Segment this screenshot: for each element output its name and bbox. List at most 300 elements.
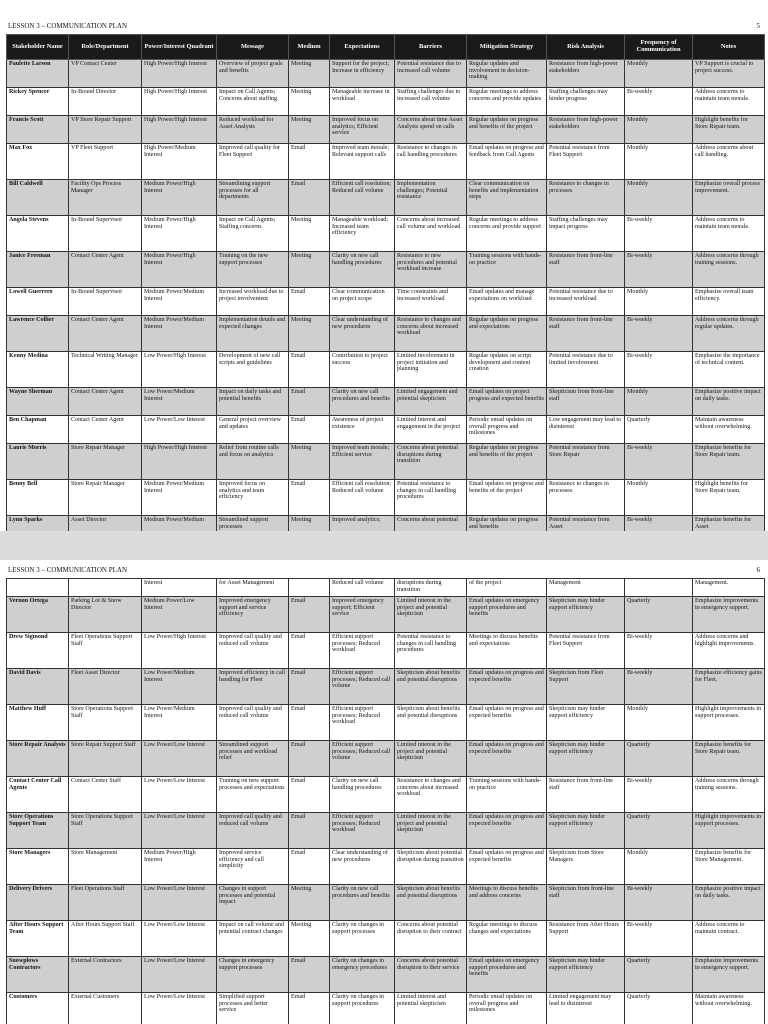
table-cell: Email [289, 993, 330, 1024]
table-cell: Efficient call resolution; Reduced call volume [330, 180, 395, 216]
table-cell: Email updates on progress and expected benefits [467, 813, 547, 849]
stakeholder-name-cell: Snowplows Contractors [7, 957, 69, 993]
table-cell: Monthly [625, 288, 693, 316]
table-cell: Monthly [625, 60, 693, 88]
table-cell: Medium Power/Medium Interest [142, 480, 217, 516]
table-cell: Training sessions with hands-on practice [467, 777, 547, 813]
table-cell: Address concerns through training sessions. [693, 777, 765, 813]
table-cell: Impact on Call Agents; Staffing concerns [217, 216, 289, 252]
table-cell: Resistance to changes and concerns about increased workload [395, 316, 467, 352]
table-cell: Quarterly [625, 416, 693, 444]
table-cell: Parking Lot & Snow Director [69, 597, 142, 633]
table-row [7, 116, 765, 144]
table-cell: In-Bound Supervisor [69, 216, 142, 252]
stakeholder-name-cell: After Hours Support Team [7, 921, 69, 957]
table-cell: Regular updates and involvement in decision-making [467, 60, 547, 88]
stakeholder-name-cell: Lynn Sparks [7, 516, 69, 532]
table-cell: Address concerns to maintain contract. [693, 921, 765, 957]
table-cell: After Hours Support Staff [69, 921, 142, 957]
page-gap [0, 531, 768, 560]
table-cell: Store Management [69, 849, 142, 885]
table-row [7, 88, 765, 116]
table-cell: Medium Power/Medium [142, 516, 217, 532]
table-cell: Address concerns through regular updates. [693, 316, 765, 352]
table-cell: Potential resistance to changes in call handling procedures [395, 480, 467, 516]
table-cell: Emphasize improvements in emergency support. [693, 957, 765, 993]
table-cell: Skepticism may hinder support efficiency [547, 705, 625, 741]
table-cell: External Contractors [69, 957, 142, 993]
stakeholder-name-cell: Ben Chapman [7, 416, 69, 444]
table-cell: Emphasize benefits for Store Repair team. [693, 741, 765, 777]
table-cell: Limited engagement may lead to disinterest [547, 993, 625, 1024]
table-cell: Store Repair Manager [69, 480, 142, 516]
table-cell: Meeting [289, 60, 330, 88]
stakeholder-name-cell: Delivery Drivers [7, 885, 69, 921]
table-cell: Store Operations Support Staff [69, 705, 142, 741]
column-header: Expectations [330, 35, 395, 60]
table-cell: Improved efficiency in call handling for Fleet [217, 669, 289, 705]
table-cell: Improved service efficiency and call simplicity [217, 849, 289, 885]
table-cell: Staffing challenges due to increased call volume [395, 88, 467, 116]
table-cell: Bi-weekly [625, 516, 693, 532]
table-cell: Monthly [625, 388, 693, 416]
table-cell: Simplified support processes and better service [217, 993, 289, 1024]
table-cell: Improved analytics; [330, 516, 395, 532]
table-cell: Quarterly [625, 957, 693, 993]
table-cell: Bi-weekly [625, 252, 693, 288]
table-cell: Address concerns about call handling. [693, 144, 765, 180]
table-cell: Bi-weekly [625, 316, 693, 352]
table-cell: Emphasize efficiency gains for Fleet. [693, 669, 765, 705]
table-cell: Email [289, 777, 330, 813]
column-header: Stakeholder Name [7, 35, 69, 60]
table-cell: Low Power/Low Interest [142, 416, 217, 444]
table-cell: Email [289, 180, 330, 216]
table-cell: Contact Center Agent [69, 388, 142, 416]
table-cell: Meeting [289, 516, 330, 532]
table-cell: Quarterly [625, 813, 693, 849]
table-cell: Contact Center Agent [69, 252, 142, 288]
table-cell: VP Contact Center [69, 60, 142, 88]
table-cell: Staffing challenges may hinder progress [547, 88, 625, 116]
table-cell: Regular updates on progress and benefits of the project [467, 444, 547, 480]
communication-plan-table [6, 34, 765, 531]
table-cell: Monthly [625, 180, 693, 216]
lesson-title: LESSON 3 – COMMUNICATION PLAN [8, 566, 128, 574]
table-cell: Email [289, 813, 330, 849]
table-cell: Streamlining support processes for all departments [217, 180, 289, 216]
table-row [7, 388, 765, 416]
table-cell: Overview of project goals and benefits [217, 60, 289, 88]
table-cell: Management [547, 579, 625, 597]
table-cell: Efficient support processes; Reduced call volume [330, 741, 395, 777]
table-row [7, 316, 765, 352]
table-cell: Bi-weekly [625, 885, 693, 921]
stakeholder-name-cell: David Davis [7, 669, 69, 705]
table-row [7, 957, 765, 993]
table-cell: Emphasize benefits for Store Management. [693, 849, 765, 885]
table-cell: Skepticism from front-line staff [547, 885, 625, 921]
table-cell: Medium Power/Low Interest [142, 597, 217, 633]
stakeholder-name-cell: Angela Stevens [7, 216, 69, 252]
table-cell: Improved call quality for Fleet Support [217, 144, 289, 180]
column-header: Frequency of Communication [625, 35, 693, 60]
table-cell: Concerns about time Asset Analysts spend on calls [395, 116, 467, 144]
table-cell: Email updates on emergency support procedures and benefits [467, 597, 547, 633]
table-cell: Potential resistance due to limited involvement [547, 352, 625, 388]
table-cell: Improved focus on analytics; Efficient service [330, 116, 395, 144]
table-cell: Meeting [289, 444, 330, 480]
table-cell: Meetings to discuss benefits and expectations [467, 633, 547, 669]
table-cell: Medium Power/High Interest [142, 180, 217, 216]
table-cell: Training on new support processes and expectations [217, 777, 289, 813]
table-cell [289, 579, 330, 597]
stakeholder-name-cell: Max Fox [7, 144, 69, 180]
table-cell: Efficient support processes; Reduced workload [330, 705, 395, 741]
table-row [7, 288, 765, 316]
table-cell: Concerns about potential disruptions during transition [395, 444, 467, 480]
table-cell: Clarity on new call handling procedures [330, 777, 395, 813]
table-cell: Impact on call volume and potential contract changes [217, 921, 289, 957]
table-row [7, 60, 765, 88]
table-cell: Emphasize benefits for Asset [693, 516, 765, 532]
table-row [7, 669, 765, 705]
table-row [7, 705, 765, 741]
table-cell: Email [289, 352, 330, 388]
table-cell: Clarity on new call procedures and benefits [330, 388, 395, 416]
table-row [7, 480, 765, 516]
table-cell: Efficient support processes; Reduced call volume [330, 669, 395, 705]
table-cell: Skepticism may hinder support efficiency [547, 813, 625, 849]
table-row [7, 144, 765, 180]
table-cell: Implementation challenges; Potential resistance [395, 180, 467, 216]
table-cell: Impact on Call Agents; Concerns about staffing [217, 88, 289, 116]
table-cell: Resistance to new procedures and potential workload increase [395, 252, 467, 288]
table-row [7, 579, 765, 597]
table-cell: Training sessions with hands-on practice [467, 252, 547, 288]
table-cell: Store Repair Support Staff [69, 741, 142, 777]
table-cell: Changes in support processes and potential impact [217, 885, 289, 921]
column-header: Notes [693, 35, 765, 60]
stakeholder-name-cell: Kenny Medina [7, 352, 69, 388]
table-cell: Low Power/Low Interest [142, 921, 217, 957]
table-cell: Emphasize benefits for Store Repair team. [693, 444, 765, 480]
table-cell: Clarity on changes in support procedures [330, 993, 395, 1024]
table-cell: Skepticism may hinder support efficiency [547, 741, 625, 777]
table-cell: Clear understanding of new procedures [330, 849, 395, 885]
table-cell: Improved call quality and reduced call volume [217, 633, 289, 669]
stakeholder-name-cell: Customers [7, 993, 69, 1024]
table-cell: Interest [142, 579, 217, 597]
table-cell: Skepticism from Store Managers [547, 849, 625, 885]
table-cell: Meeting [289, 921, 330, 957]
table-cell: Concerns about increased call volume and workload [395, 216, 467, 252]
table-cell: Highlight benefits for Store Repair team. [693, 116, 765, 144]
table-cell: Contact Center Staff [69, 777, 142, 813]
table-cell: Address concerns to maintain team morale. [693, 216, 765, 252]
table-cell: Increased workload due to project involvement [217, 288, 289, 316]
table-cell: General project overview and updates [217, 416, 289, 444]
table-cell: Improved call quality and reduced call volume [217, 705, 289, 741]
table-cell: Email [289, 480, 330, 516]
column-header: Message [217, 35, 289, 60]
table-cell: Email updates on progress and benefits of the project [467, 480, 547, 516]
table-cell: Technical Writing Manager [69, 352, 142, 388]
table-cell: VP Support is crucial to project success. [693, 60, 765, 88]
table-cell: Improved team morale; Efficient service [330, 444, 395, 480]
table-cell: Low Power/Low Interest [142, 885, 217, 921]
table-cell: Meeting [289, 885, 330, 921]
table-cell: Concerns about potential disruption to their service [395, 957, 467, 993]
table-cell: Meeting [289, 88, 330, 116]
table-cell: Low Power/High Interest [142, 633, 217, 669]
table-cell: Meeting [289, 116, 330, 144]
table-cell: Clarity on changes in support processes [330, 921, 395, 957]
table-cell: Email [289, 849, 330, 885]
table-cell: Bi-weekly [625, 633, 693, 669]
table-cell: Highlight improvements in support processes. [693, 705, 765, 741]
stakeholder-name-cell: Store Operations Support Team [7, 813, 69, 849]
table-cell: Potential resistance from Fleet Support [547, 144, 625, 180]
table-cell: Regular meetings to address concerns and provide updates [467, 88, 547, 116]
table-cell: Manageable increase in workload [330, 88, 395, 116]
column-header: Role/Department [69, 35, 142, 60]
table-cell: Staffing challenges may impact progress [547, 216, 625, 252]
table-cell: External Customers [69, 993, 142, 1024]
table-cell: Periodic email updates on overall progress and milestones [467, 416, 547, 444]
table-cell: Improved team morale; Relevant support calls [330, 144, 395, 180]
table-cell: Store Operations Support Staff [69, 813, 142, 849]
table-cell: Email updates on progress and expected benefits [467, 669, 547, 705]
table-cell: VP Fleet Support [69, 144, 142, 180]
table-row [7, 993, 765, 1024]
table-cell: Potential resistance to changes in call handling procedures [395, 633, 467, 669]
table-row [7, 813, 765, 849]
table-cell: Potential resistance from Asset [547, 516, 625, 532]
table-row [7, 352, 765, 388]
stakeholder-name-cell: Rickey Spencer [7, 88, 69, 116]
table-row [7, 180, 765, 216]
table-cell: Email [289, 741, 330, 777]
stakeholder-name-cell: Benny Bell [7, 480, 69, 516]
table-cell: Store Repair Manager [69, 444, 142, 480]
table-cell: Email updates on progress and expected benefits [467, 849, 547, 885]
table-row [7, 597, 765, 633]
table-cell: Medium Power/High Interest [142, 849, 217, 885]
page-number: 6 [756, 566, 760, 574]
stakeholder-name-cell: Laurie Morris [7, 444, 69, 480]
table-cell: Emphasize positive impact on daily tasks. [693, 388, 765, 416]
table-cell: Email [289, 957, 330, 993]
table-cell: Medium Power/High Interest [142, 216, 217, 252]
table-cell: Limited interest and engagement in the project [395, 416, 467, 444]
table-cell: Facility Ops Process Manager [69, 180, 142, 216]
table-row [7, 849, 765, 885]
table-cell: Monthly [625, 480, 693, 516]
table-cell: Skepticism from front-line staff [547, 388, 625, 416]
table-cell: Skepticism about benefits and potential disruptions [395, 669, 467, 705]
table-cell: Address concerns through training sessions. [693, 252, 765, 288]
stakeholder-name-cell [7, 579, 69, 597]
table-cell: Skepticism from Fleet Support [547, 669, 625, 705]
table-cell: Emphasize improvements in emergency support. [693, 597, 765, 633]
table-cell: Meeting [289, 216, 330, 252]
table-cell: Email updates and manage expectations on workload [467, 288, 547, 316]
table-cell: High Power/High Interest [142, 116, 217, 144]
stakeholder-name-cell: Store Managers [7, 849, 69, 885]
stakeholder-name-cell: Wayne Sherman [7, 388, 69, 416]
table-cell: Low Power/Low Interest [142, 741, 217, 777]
stakeholder-name-cell: Janice Freeman [7, 252, 69, 288]
table-cell: Low Power/Medium Interest [142, 388, 217, 416]
table-cell: Low Power/Medium Interest [142, 705, 217, 741]
table-cell: Bi-weekly [625, 777, 693, 813]
table-cell: disruptions during transition [395, 579, 467, 597]
table-cell: Emphasize overall team efficiency. [693, 288, 765, 316]
table-cell: Emphasize the importance of technical content. [693, 352, 765, 388]
table-cell: Email updates on emergency support procedures and benefits [467, 957, 547, 993]
table-cell: Contact Center Agent [69, 316, 142, 352]
table-cell: Clarity on new call handling procedures [330, 252, 395, 288]
table-cell: Potential resistance from Fleet Support [547, 633, 625, 669]
table-row [7, 216, 765, 252]
lesson-title: LESSON 3 – COMMUNICATION PLAN [8, 22, 128, 30]
table-cell: Monthly [625, 705, 693, 741]
table-cell: Fleet Asset Director [69, 669, 142, 705]
table-cell: High Power/Medium Interest [142, 144, 217, 180]
table-cell: Regular updates on script development and content creation [467, 352, 547, 388]
table-cell: Efficient support processes; Reduced workload [330, 813, 395, 849]
column-header: Barriers [395, 35, 467, 60]
stakeholder-name-cell: Store Repair Analysts [7, 741, 69, 777]
table-cell: Bi-weekly [625, 216, 693, 252]
table-cell: Low Power/Low Interest [142, 993, 217, 1024]
table-cell: Email [289, 288, 330, 316]
table-cell: Resistance from front-line staff [547, 777, 625, 813]
table-cell: Resistance from front-line staff [547, 252, 625, 288]
table-cell: Skepticism about potential disruption during transition [395, 849, 467, 885]
table-cell: Contact Center Agent [69, 416, 142, 444]
table-cell: Clear communication on project scope [330, 288, 395, 316]
table-cell: Limited interest in the project and potential skepticism [395, 741, 467, 777]
table-cell: Meetings to discuss benefits and address concerns [467, 885, 547, 921]
table-cell: Clarity on new call procedures and benefits [330, 885, 395, 921]
column-header: Mitigation Strategy [467, 35, 547, 60]
table-cell: Improved call quality and reduced call volume [217, 813, 289, 849]
table-cell: Low engagement may lead to disinterest [547, 416, 625, 444]
table-cell: for Asset Management [217, 579, 289, 597]
table-cell: Quarterly [625, 993, 693, 1024]
table-cell: Management. [693, 579, 765, 597]
table-cell: Awareness of project existence [330, 416, 395, 444]
table-cell: Quarterly [625, 741, 693, 777]
stakeholder-name-cell: Bill Caldwell [7, 180, 69, 216]
table-cell: Skepticism may hinder support efficiency [547, 957, 625, 993]
table-cell: Bi-weekly [625, 669, 693, 705]
table-cell: Reduced call volume [330, 579, 395, 597]
table-cell: Resistance to changes and concerns about increased workload [395, 777, 467, 813]
table-cell: Resistance from After Hours Support [547, 921, 625, 957]
table-cell: Emphasize overall process improvement. [693, 180, 765, 216]
table-cell: Clear communication on benefits and implementation steps [467, 180, 547, 216]
table-cell: Email updates on progress and expected benefits [467, 705, 547, 741]
table-cell: Relief from routine calls and focus on analytics [217, 444, 289, 480]
table-cell: Skepticism may hinder support efficiency [547, 597, 625, 633]
table-cell: Medium Power/High Interest [142, 252, 217, 288]
table-cell: Concerns about potential disruption to their contract [395, 921, 467, 957]
table-cell: Email [289, 388, 330, 416]
table-cell: Regular meetings to address concerns and provide support [467, 216, 547, 252]
table-cell [625, 579, 693, 597]
stakeholder-name-cell: Lawrence Collier [7, 316, 69, 352]
table-cell: Changes in emergency support processes [217, 957, 289, 993]
table-cell: Medium Power/Medium Interest [142, 288, 217, 316]
table-row [7, 444, 765, 480]
table-cell: of the project [467, 579, 547, 597]
stakeholder-name-cell: Lowell Guerrero [7, 288, 69, 316]
table-cell: Bi-weekly [625, 352, 693, 388]
table-cell: Limited interest and potential skepticism [395, 993, 467, 1024]
document-page [0, 560, 768, 1024]
table-cell: Low Power/Medium Interest [142, 669, 217, 705]
table-cell: Monthly [625, 116, 693, 144]
table-cell: Regular updates on progress and benefits of the project [467, 116, 547, 144]
table-cell: Email updates on progress and expected benefits [467, 741, 547, 777]
table-cell: Low Power/Low Interest [142, 777, 217, 813]
column-header: Risk Analysis [547, 35, 625, 60]
table-cell: Email [289, 597, 330, 633]
table-cell: Regular meetings to discuss changes and expectations [467, 921, 547, 957]
table-row [7, 777, 765, 813]
table-cell: Streamlined support processes and workload relief [217, 741, 289, 777]
table-cell: Implementation details and expected changes [217, 316, 289, 352]
table-cell: Meeting [289, 252, 330, 288]
table-row [7, 416, 765, 444]
table-cell: Time constraints and increased workload [395, 288, 467, 316]
table-row [7, 921, 765, 957]
table-cell: Asset Director [69, 516, 142, 532]
table-cell: Resistance to changes in processes [547, 180, 625, 216]
table-cell: Email updates on project progress and expected benefits [467, 388, 547, 416]
table-cell: Training on the new support processes [217, 252, 289, 288]
table-cell: Email [289, 416, 330, 444]
table-cell: Efficient support processes; Reduced workload [330, 633, 395, 669]
table-cell: Email [289, 144, 330, 180]
table-cell: Improved emergency support; Efficient service [330, 597, 395, 633]
communication-plan-table [6, 578, 765, 1024]
table-cell: Highlight improvements in support processes. [693, 813, 765, 849]
table-cell: Bi-weekly [625, 921, 693, 957]
table-row [7, 252, 765, 288]
table-cell: Resistance from front-line staff [547, 316, 625, 352]
table-cell: High Power/High Interest [142, 60, 217, 88]
table-cell: Limited interest in the project and potential skepticism [395, 813, 467, 849]
table-cell: Quarterly [625, 597, 693, 633]
table-cell: Highlight benefits for Store Repair team. [693, 480, 765, 516]
table-cell: Limited interest in the project and potential skepticism [395, 597, 467, 633]
table-row [7, 516, 765, 532]
table-cell: Bi-weekly [625, 444, 693, 480]
table-cell: Fleet Operations Support Staff [69, 633, 142, 669]
table-cell: Potential resistance due to increased workload [547, 288, 625, 316]
table-cell: Resistance to changes in call handling procedures [395, 144, 467, 180]
table-cell: Regular updates on progress and benefits [467, 516, 547, 532]
page-number: 5 [756, 22, 760, 30]
table-cell: Low Power/High Interest [142, 352, 217, 388]
table-cell: Contribution to project success [330, 352, 395, 388]
table-cell: Address concerns to maintain team morale. [693, 88, 765, 116]
table-cell: Maintain awareness without overwhelming. [693, 416, 765, 444]
